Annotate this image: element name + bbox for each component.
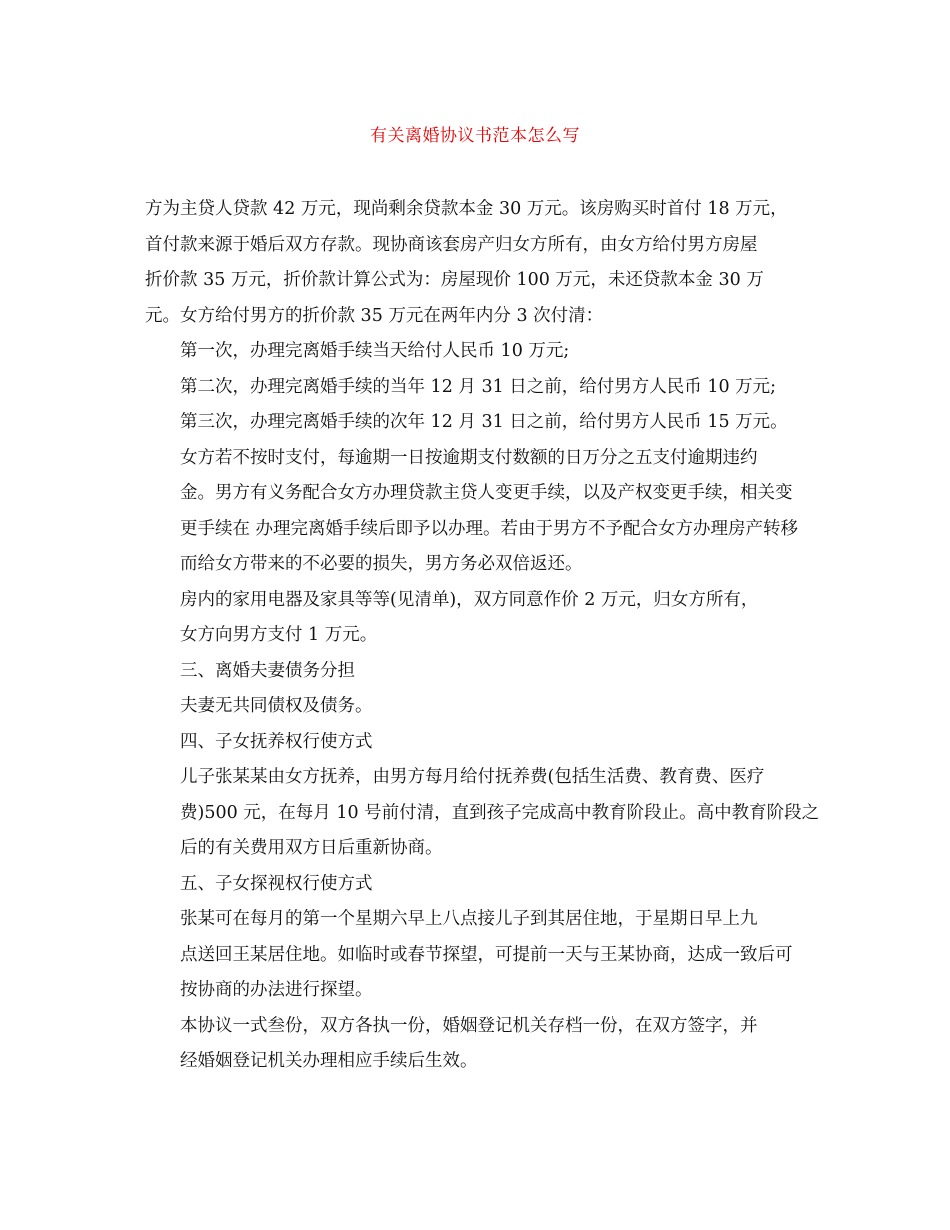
text-line: 三、离婚夫妻债务分担 xyxy=(180,660,355,681)
paragraph xyxy=(145,1009,805,1080)
text-line: 经婚姻登记机关办理相应手续后生效。 xyxy=(180,1051,478,1071)
paragraph xyxy=(145,583,805,654)
paragraph xyxy=(145,760,820,867)
text-line: 第二次，办理完离婚手续的当年 12 月 31 日之前，给付男方人民币 10 万元; xyxy=(180,376,777,397)
text-line: 本协议一式叁份，双方各执一份，婚姻登记机关存档一份，在双方签字，并 xyxy=(180,1015,758,1036)
paragraph xyxy=(145,405,805,441)
paragraph xyxy=(145,902,805,1009)
paragraph xyxy=(145,867,805,903)
paragraph xyxy=(145,654,805,690)
text-line: 五、子女探视权行使方式 xyxy=(180,873,373,894)
text-line: 费)500 元，在每月 10 号前付清，直到孩子完成高中教育阶段止。高中教育阶段之 xyxy=(180,802,820,823)
text-line: 女方向男方支付 1 万元。 xyxy=(180,625,378,645)
paragraph xyxy=(145,725,805,761)
paragraph xyxy=(145,192,805,334)
text-line: 金。男方有义务配合女方办理贷款主贷人变更手续，以及产权变更手续，相关变 xyxy=(180,483,793,503)
text-line: 夫妻无共同债权及债务。 xyxy=(180,696,373,716)
text-line: 房内的家用电器及家具等等(见清单)，双方同意作价 2 万元，归女方所有， xyxy=(180,589,759,610)
text-line: 点送回王某居住地。如临时或春节探望，可提前一天与王某协商，达成一致后可 xyxy=(180,944,793,965)
text-line: 方为主贷人贷款 42 万元，现尚剩余贷款本金 30 万元。该房购买时首付 18 万元， xyxy=(145,199,788,219)
document-title: 有关离婚协议书范本怎么写 xyxy=(370,126,580,146)
text-line: 第三次，办理完离婚手续的次年 12 月 31 日之前，给付男方人民币 15 万元。 xyxy=(180,412,788,432)
paragraph xyxy=(145,689,805,725)
text-line: 而给女方带来的不必要的损失，男方务必双倍返还。 xyxy=(180,554,583,574)
text-line: 四、子女抚养权行使方式 xyxy=(180,731,373,752)
text-line: 张某可在每月的第一个星期六早上八点接儿子到其居住地，于星期日早上九 xyxy=(180,909,758,929)
paragraph xyxy=(145,370,805,406)
text-line: 按协商的办法进行探望。 xyxy=(180,980,373,1000)
paragraph xyxy=(145,441,805,583)
text-line: 元。女方给付男方的折价款 35 万元在两年内分 3 次付清： xyxy=(145,305,604,326)
text-line: 更手续在 办理完离婚手续后即予以办理。若由于男方不予配合女方办理房产转移 xyxy=(180,518,799,539)
paragraph xyxy=(145,334,805,370)
text-line: 女方若不按时支付，每逾期一日按逾期支付数额的日万分之五支付逾期违约 xyxy=(180,447,758,468)
document-body xyxy=(145,192,820,1080)
text-line: 折价款 35 万元，折价款计算公式为：房屋现价 100 万元，未还贷款本金 30 万 xyxy=(145,270,764,290)
text-line: 第一次，办理完离婚手续当天给付人民币 10 万元; xyxy=(180,341,570,361)
text-line: 后的有关费用双方日后重新协商。 xyxy=(180,838,443,858)
text-line: 儿子张某某由女方抚养，由男方每月给付抚养费(包括生活费、教育费、医疗 xyxy=(180,767,765,787)
text-line: 首付款来源于婚后双方存款。现协商该套房产归女方所有，由女方给付男方房屋 xyxy=(145,234,758,255)
